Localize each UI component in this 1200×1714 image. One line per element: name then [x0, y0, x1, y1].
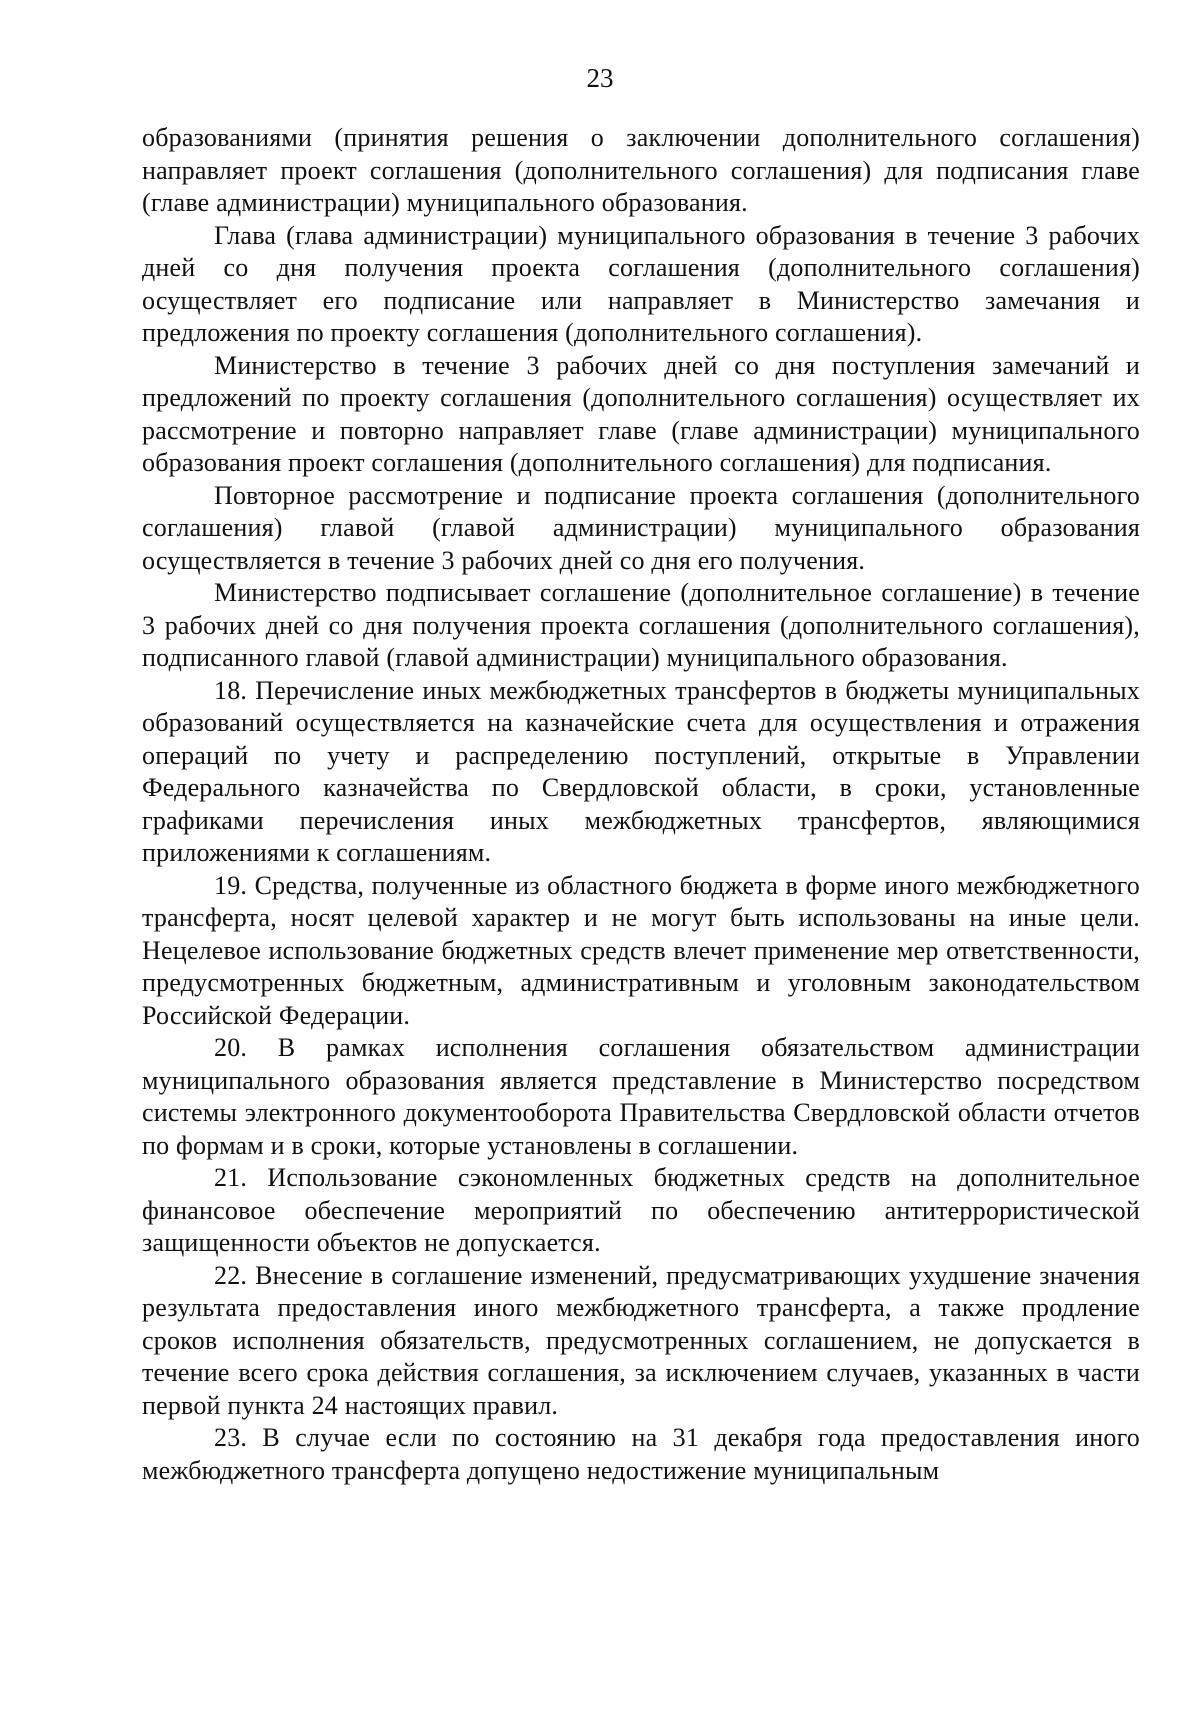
- paragraph-item-22: 22. Внесение в соглашение изменений, предусматривающих ухудшение значения результата предоставления иного межбюджетного трансферта, а также продление сроков исполнения обязательств, предусмотренных соглашением, не допускается в течение всего срока действия соглашения, за исключением случаев, указанных в части первой пункта 24 настоящих правил.: [142, 1260, 1140, 1420]
- paragraph: Министерство в течение 3 рабочих дней со дня поступления замечаний и предложений по проекту соглашения (дополнительного соглашения) осуществляет их рассмотрение и повторно направляет главе (главе администрации) муниципального образования проект соглашения (дополнительного соглашения) для подписания.: [142, 350, 1140, 477]
- paragraph-item-21: 21. Использование сэкономленных бюджетных средств на дополнительное финансовое обеспечение мероприятий по обеспечению антитеррористической защищенности объектов не допускается.: [142, 1163, 1140, 1257]
- paragraph-item-20: 20. В рамках исполнения соглашения обязательством администрации муниципального образования является представление в Министерство посредством системы электронного документооборота Правительства Свердловской области отчетов по формам и в сроки, которые установлены в соглашении.: [142, 1033, 1140, 1160]
- paragraph-item-18: 18. Перечисление иных межбюджетных трансфертов в бюджеты муниципальных образований осуществляется на казначейские счета для осуществления и отражения операций по учету и распределению поступлений, открытые в Управлении Федерального казначейства по Свердловской области, в сроки, установленные графиками перечисления иных межбюджетных трансфертов, являющимися приложениями к соглашениям.: [142, 675, 1140, 867]
- paragraph: Повторное рассмотрение и подписание проекта соглашения (дополнительного соглашения) главой (главой администрации) муниципального образования осуществляется в течение 3 рабочих дней со дня его получения.: [142, 480, 1140, 575]
- paragraph: образованиями (принятия решения о заключении дополнительного соглашения) направляет проект соглашения (дополнительного соглашения) для подписания главе (главе администрации) муниципального образования.: [142, 123, 1140, 217]
- document-body: [142, 122, 1140, 1487]
- paragraph-item-19: 19. Средства, полученные из областного бюджета в форме иного межбюджетного трансферта, носят целевой характер и не могут быть использованы на иные цели. Нецелевое использование бюджетных средств влечет применение мер ответственности, предусмотренных бюджетным, административным и уголовным законодательством Российской Федерации.: [142, 870, 1140, 1030]
- paragraph: Министерство подписывает соглашение (дополнительное соглашение) в течение 3 рабочих дней со дня получения проекта соглашения (дополнительного соглашения), подписанного главой (главой администрации) муниципального образования.: [142, 578, 1140, 672]
- paragraph-item-23: 23. В случае если по состоянию на 31 декабря года предоставления иного межбюджетного трансферта допущено недостижение муниципальным: [142, 1423, 1140, 1485]
- page-number: 23: [586, 63, 614, 93]
- paragraph: Глава (глава администрации) муниципального образования в течение 3 рабочих дней со дня получения проекта соглашения (дополнительного соглашения) осуществляет его подписание или направляет в Министерство замечания и предложения по проекту соглашения (дополнительного соглашения).: [142, 220, 1140, 347]
